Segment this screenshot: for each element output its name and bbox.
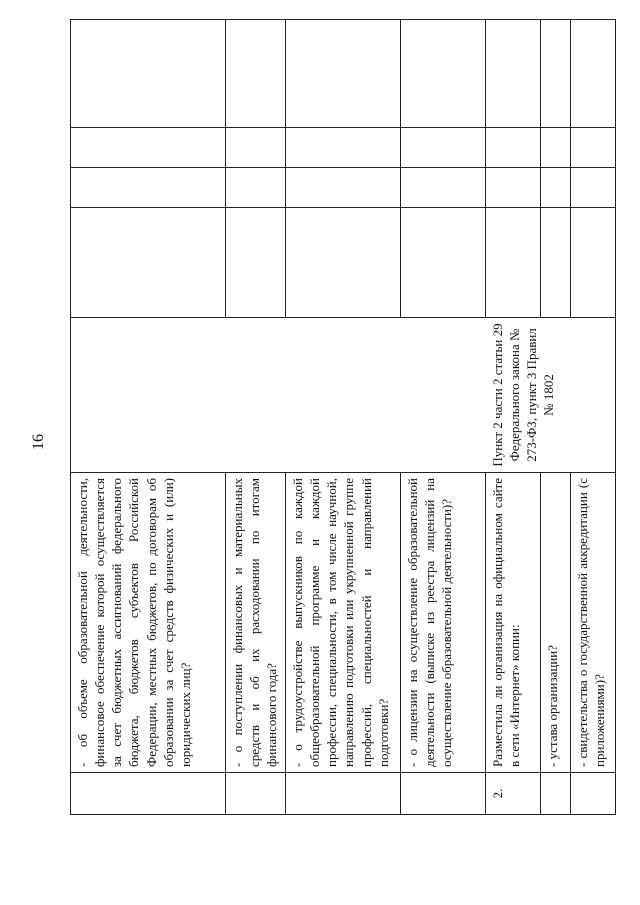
row-number [226, 773, 286, 815]
checklist-table [70, 19, 616, 815]
row-question: Разместила ли организация на официальном сайте в сети «Интернет» копии: [486, 473, 541, 773]
empty-cell [541, 20, 571, 128]
empty-cell [571, 128, 616, 168]
empty-cell [71, 208, 226, 318]
row-number [401, 773, 486, 815]
empty-cell [541, 208, 571, 318]
row-number [541, 773, 571, 815]
empty-cell [286, 20, 401, 128]
empty-cell [486, 168, 541, 208]
empty-cell [286, 208, 401, 318]
row-question: - устава организации? [541, 473, 571, 773]
row-legal-basis [71, 318, 616, 473]
empty-cell [226, 20, 286, 128]
row-number: 2. [486, 773, 541, 815]
row-number [286, 773, 401, 815]
empty-cell [571, 168, 616, 208]
empty-cell [401, 208, 486, 318]
empty-cell [571, 208, 616, 318]
empty-cell [486, 208, 541, 318]
empty-cell [486, 20, 541, 128]
empty-cell [71, 20, 226, 128]
empty-cell [401, 168, 486, 208]
page-number: 16 [30, 434, 47, 450]
row-question: - о поступлении финансовых и материальных средств и об их расходовании по итогам финансового года? [226, 473, 286, 773]
empty-cell [486, 128, 541, 168]
row-question: - о трудоустройстве выпускников по каждой общеобразовательной программе и каждой профессии, специальности, в том числе научной, направлению подготовки или укрупненной группе профессий, специальностей и направлений подготовки? [286, 473, 401, 773]
row-question: - о лицензии на осуществление образовательной деятельности (выписке из реестра лицензий на осуществление образовательной деятельности)? [401, 473, 486, 773]
legal-basis-text: Пункт 2 части 2 статьи 29 Федерального закона № 273-ФЗ, пункт 3 Правил № 1802 [490, 323, 557, 467]
empty-cell [226, 168, 286, 208]
empty-cell [401, 128, 486, 168]
row-number [71, 773, 226, 815]
empty-cell [226, 128, 286, 168]
empty-cell [571, 20, 616, 128]
row-question: - свидетельства о государственной аккредитации (с приложениями)? [571, 473, 616, 773]
empty-cell [226, 208, 286, 318]
empty-cell [401, 20, 486, 128]
empty-cell [286, 168, 401, 208]
row-question: - об объеме образовательной деятельности, финансовое обеспечение которой осуществляется за счет бюджетных ассигнований федерального бюджета, бюджетов субъектов Российской Федерации, местных бюджетов, по договорам об образовании за счет средств физических и (или) юридических лиц? [71, 473, 226, 773]
empty-cell [71, 128, 226, 168]
empty-cell [71, 168, 226, 208]
empty-cell [541, 128, 571, 168]
table-row [71, 20, 226, 815]
empty-cell [286, 128, 401, 168]
row-number [571, 773, 616, 815]
empty-cell [541, 168, 571, 208]
